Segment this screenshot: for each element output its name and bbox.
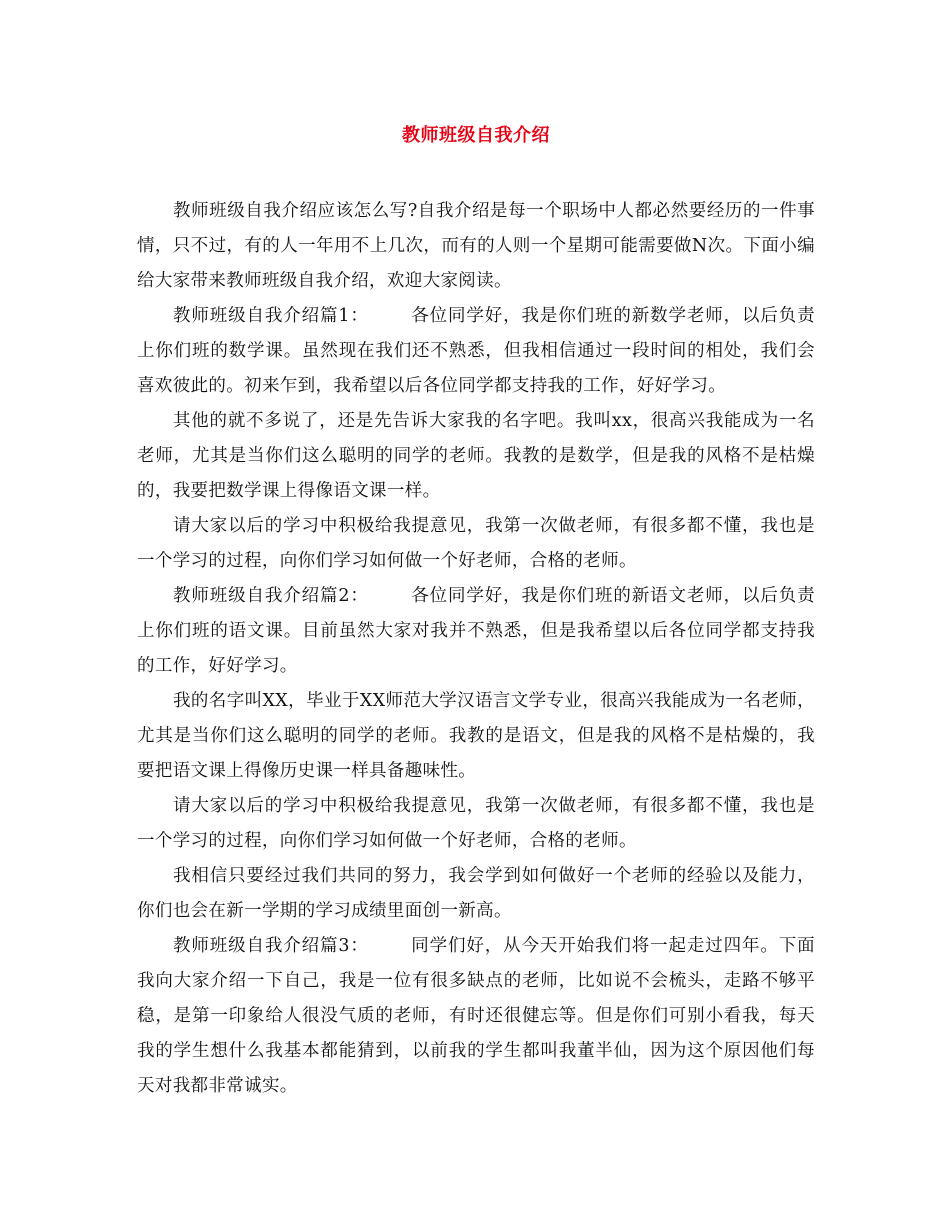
paragraph-text: 各位同学好，我是你们班的新数学老师，以后负责上你们班的数学课。虽然现在我们还不熟悉，但我相信通过一段时间的相处，我们会喜欢彼此的。初来乍到，我希望以后各位同学都支持我的工作，好好学习。 <box>137 306 816 396</box>
document-body <box>137 194 815 1104</box>
paragraph <box>137 404 815 509</box>
paragraph <box>137 789 815 859</box>
paragraph-text: 请大家以后的学习中积极给我提意见，我第一次做老师，有很多都不懂，我也是一个学习的过程，向你们学习如何做一个好老师，合格的老师。 <box>137 516 815 571</box>
paragraph-section-3 <box>137 929 815 1104</box>
paragraph-text: 各位同学好，我是你们班的新语文老师，以后负责上你们班的语文课。目前虽然大家对我并不熟悉，但是我希望以后各位同学都支持我的工作，好好学习。 <box>137 586 816 676</box>
document-title: 教师班级自我介绍 <box>402 125 550 146</box>
paragraph-text: 教师班级自我介绍应该怎么写?自我介绍是每一个职场中人都必然要经历的一件事情，只不过，有的人一年用不上几次，而有的人则一个星期可能需要做N次。下面小编给大家带来教师班级自我介绍，欢迎大家阅读。 <box>137 201 815 291</box>
paragraph-text: 请大家以后的学习中积极给我提意见，我第一次做老师，有很多都不懂，我也是一个学习的过程，向你们学习如何做一个好老师，合格的老师。 <box>137 796 815 851</box>
section-heading: 教师班级自我介绍篇1： <box>173 306 369 326</box>
paragraph-text: 我的名字叫XX，毕业于XX师范大学汉语言文学专业，很高兴我能成为一名老师，尤其是当你们这么聪明的同学的老师。我教的是语文，但是我的风格不是枯燥的，我要把语文课上得像历史课一样具备趣味性。 <box>137 691 815 781</box>
paragraph-text: 其他的就不多说了，还是先告诉大家我的名字吧。我叫xx，很高兴我能成为一名老师，尤其是当你们这么聪明的同学的老师。我教的是数学，但是我的风格不是枯燥的，我要把数学课上得像语文课一样。 <box>137 411 815 501</box>
paragraph-section-1 <box>137 299 815 404</box>
paragraph-text: 我相信只要经过我们共同的努力，我会学到如何做好一个老师的经验以及能力，你们也会在新一学期的学习成绩里面创一新高。 <box>137 866 815 921</box>
section-heading: 教师班级自我介绍篇2： <box>173 586 369 606</box>
paragraph-text: 同学们好，从今天开始我们将一起走过四年。下面我向大家介绍一下自己，我是一位有很多缺点的老师，比如说不会梳头，走路不够平稳，是第一印象给人很没气质的老师，有时还很健忘等。但是你们可别小看我，每天我的学生想什么我基本都能猜到，以前我的学生都叫我董半仙，因为这个原因他们每天对我都非常诚实。 <box>137 936 816 1096</box>
paragraph <box>137 859 815 929</box>
paragraph <box>137 684 815 789</box>
paragraph-section-2 <box>137 579 815 684</box>
paragraph <box>137 509 815 579</box>
paragraph-intro <box>137 194 815 299</box>
section-heading: 教师班级自我介绍篇3： <box>173 936 369 956</box>
